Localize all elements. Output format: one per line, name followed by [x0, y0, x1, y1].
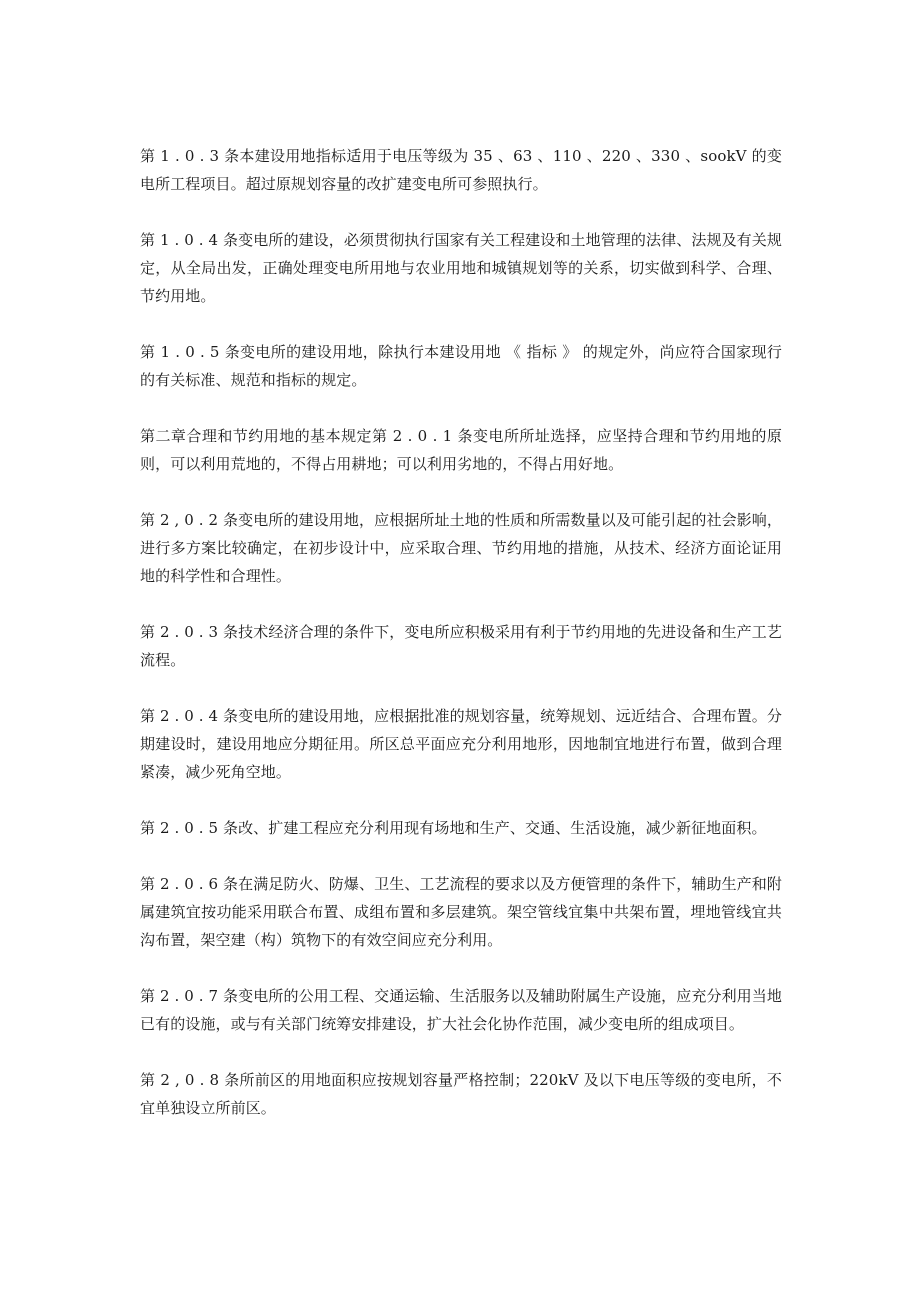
paragraph-article-1-0-4: 第 1 . 0 . 4 条变电所的建设，必须贯彻执行国家有关工程建设和土地管理的法律、法规及有关规定，从全局出发，正确处理变电所用地与农业用地和城镇规划等的关系，切实做到科学、合理、节约用地。 — [140, 231, 782, 305]
document-body — [140, 142, 782, 1150]
paragraph-article-2-0-5: 第 2 . 0 . 5 条改、扩建工程应充分利用现有场地和生产、交通、生活设施，减少新征地面积。 — [140, 819, 767, 837]
paragraph-article-1-0-5: 第 1 . 0 . 5 条变电所的建设用地，除执行本建设用地 《 指标 》 的规定外，尚应符合国家现行的有关标准、规范和指标的规定。 — [140, 343, 782, 389]
paragraph-article-2-0-6: 第 2 . 0 . 6 条在满足防火、防爆、卫生、工艺流程的要求以及方便管理的条件下，辅助生产和附属建筑宜按功能采用联合布置、成组布置和多层建筑。架空管线宜集中共架布置，埋地管线宜共沟布置，架空建（构）筑物下的有效空间应充分利用。 — [140, 875, 782, 949]
paragraph-article-2-0-2: 第 2 , 0 . 2 条变电所的建设用地，应根据所址土地的性质和所需数量以及可能引起的社会影响，进行多方案比较确定，在初步设计中，应采取合理、节约用地的措施，从技术、经济方面论证用地的科学性和合理性。 — [140, 511, 782, 585]
paragraph-chapter-2-article-2-0-1: 第二章合理和节约用地的基本规定第 2 . 0 . 1 条变电所所址选择，应坚持合理和节约用地的原则，可以利用荒地的，不得占用耕地；可以利用劣地的，不得占用好地。 — [140, 427, 782, 473]
paragraph-article-2-0-8: 第 2 , 0 . 8 条所前区的用地面积应按规划容量严格控制；220kV 及以下电压等级的变电所，不宜单独设立所前区。 — [140, 1071, 782, 1117]
paragraph-article-2-0-4: 第 2 . 0 . 4 条变电所的建设用地，应根据批准的规划容量，统筹规划、远近结合、合理布置。分期建设时，建设用地应分期征用。所区总平面应充分利用地形，因地制宜地进行布置，做到合理紧凑，减少死角空地。 — [140, 707, 782, 781]
paragraph-article-2-0-7: 第 2 . 0 . 7 条变电所的公用工程、交通运输、生活服务以及辅助附属生产设施，应充分利用当地已有的设施，或与有关部门统筹安排建设，扩大社会化协作范围，减少变电所的组成项目。 — [140, 987, 782, 1033]
paragraph-article-2-0-3: 第 2 . 0 . 3 条技术经济合理的条件下，变电所应积极采用有利于节约用地的先进设备和生产工艺流程。 — [140, 623, 782, 669]
paragraph-article-1-0-3: 第 1 . 0 . 3 条本建设用地指标适用于电压等级为 35 、63 、110 、220 、330 、sookV 的变电所工程项目。超过原规划容量的改扩建变电所可参照执行。 — [140, 147, 782, 193]
